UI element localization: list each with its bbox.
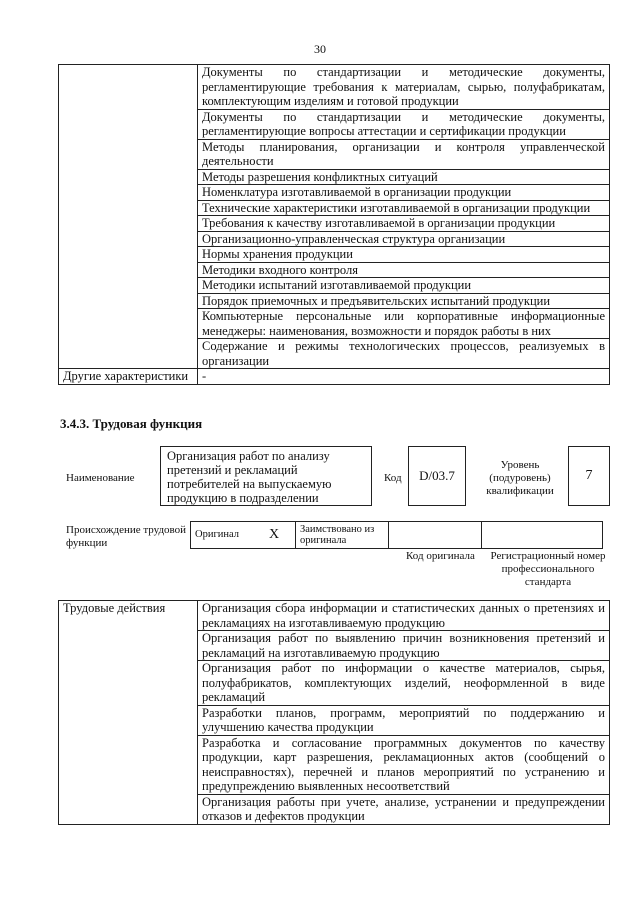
original-code-cell xyxy=(389,522,482,549)
table-row xyxy=(59,65,610,110)
knowledge-item: Методы разрешения конфликтных ситуаций xyxy=(198,169,610,185)
function-name: Организация работ по анализу претензий и рекламаций потребителей на выпускаемую продукцию в подразделении xyxy=(160,446,372,506)
knowledge-item: Содержание и режимы технологических процессов, реализуемых в организации xyxy=(198,339,610,369)
knowledge-item: Порядок приемочных и предъявительских испытаний продукции xyxy=(198,293,610,309)
function-name-label: Наименование xyxy=(66,472,135,484)
knowledge-item: Требования к качеству изготавливаемой в организации продукции xyxy=(198,216,610,232)
section-title: 3.4.3. Трудовая функция xyxy=(60,416,203,431)
borrowed-label: Заимствовано из оригинала xyxy=(296,522,389,549)
actions-table xyxy=(58,600,610,825)
other-characteristics-value: - xyxy=(198,369,610,385)
original-mark: X xyxy=(253,522,296,549)
action-item: Разработки планов, программ, мероприятий по поддержанию и улучшению качества продукции xyxy=(198,705,610,735)
knowledge-item: Методики входного контроля xyxy=(198,262,610,278)
original-code-caption: Код оригинала xyxy=(406,550,475,562)
knowledge-label-cell xyxy=(59,65,198,369)
origin-label: Происхождение трудовой функции xyxy=(66,524,187,549)
page-number: 30 xyxy=(314,42,326,56)
other-characteristics-label: Другие характеристики xyxy=(59,369,198,385)
knowledge-item: Нормы хранения продукции xyxy=(198,247,610,263)
action-item: Организация работ по информации о качестве материалов, сырья, полуфабрикатов, комплектующих изделий, неоформленной в виде рекламаций xyxy=(198,661,610,706)
knowledge-item: Номенклатура изготавливаемой в организации продукции xyxy=(198,185,610,201)
action-item: Организация сбора информации и статистических данных о претензиях и рекламациях на изготавливаемую продукцию xyxy=(198,601,610,631)
knowledge-item: Технические характеристики изготавливаемой в организации продукции xyxy=(198,200,610,216)
action-item: Разработка и согласование программных документов по качеству продукции, карт разрешения, рекламационных актов (сообщений о неисправностях), перечней и планов мероприятий по устранению и предупреждению выявленных несоответствий xyxy=(198,735,610,794)
function-code-label: Код xyxy=(384,472,402,484)
knowledge-item: Методы планирования, организации и контроля управленческой деятельности xyxy=(198,139,610,169)
registration-number-caption: Регистрационный номер профессионального стандарта xyxy=(490,550,606,588)
actions-label: Трудовые действия xyxy=(59,601,198,825)
qualification-level-label: Уровень (подуровень) квалификации xyxy=(486,459,554,497)
table-row xyxy=(59,369,610,385)
action-item: Организация работ по выявлению причин возникновения претензий и рекламаций на изготавливаемую продукцию xyxy=(198,631,610,661)
origin-table xyxy=(190,521,603,549)
qualification-level: 7 xyxy=(568,446,610,506)
knowledge-item: Организационно-управленческая структура организации xyxy=(198,231,610,247)
action-item: Организация работы при учете, анализе, устранении и предупреждении отказов и дефектов продукции xyxy=(198,794,610,824)
knowledge-item: Документы по стандартизации и методические документы, регламентирующие вопросы аттестации и сертификации продукции xyxy=(198,109,610,139)
knowledge-item: Компьютерные персональные или корпоративные информационные менеджеры: наименования, возможности и порядок работы в них xyxy=(198,309,610,339)
table-row xyxy=(59,601,610,631)
knowledge-item: Методики испытаний изготавливаемой продукции xyxy=(198,278,610,294)
function-code: D/03.7 xyxy=(408,446,466,506)
knowledge-table xyxy=(58,64,610,385)
table-row xyxy=(191,522,603,549)
knowledge-item: Документы по стандартизации и методические документы, регламентирующие требования к материалам, сырью, полуфабрикатам, комплектующим изделиям и готовой продукции xyxy=(198,65,610,110)
registration-number-cell xyxy=(482,522,603,549)
original-label: Оригинал xyxy=(191,522,254,549)
